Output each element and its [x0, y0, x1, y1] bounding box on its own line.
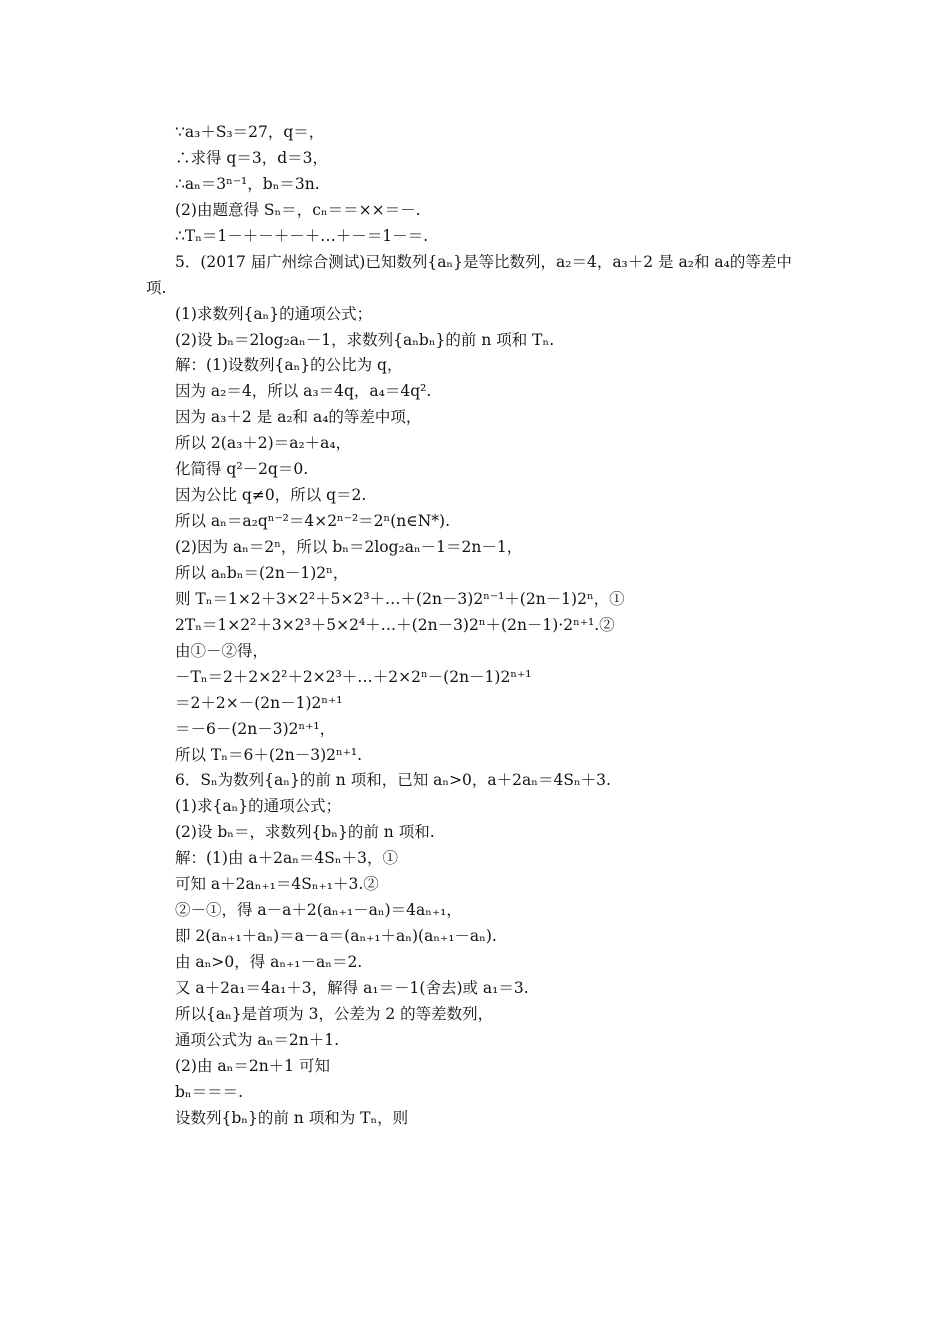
text-line: 所以 aₙ＝a₂qⁿ⁻²＝4×2ⁿ⁻²＝2ⁿ(n∈N*). — [175, 512, 451, 531]
problem-6-stem: (1)求{aₙ}的通项公式； — [175, 797, 342, 816]
text-line: 则 Tₙ＝1×2＋3×2²＋5×2³＋…＋(2n－3)2ⁿ⁻¹＋(2n－1)2ⁿ，① — [175, 589, 625, 608]
text-line: 所以 aₙbₙ＝(2n－1)2ⁿ， — [175, 563, 349, 582]
solution-start: 解：(1)设数列{aₙ}的公比为 q， — [175, 356, 403, 375]
text-line: 设数列{bₙ}的前 n 项和为 Tₙ，则 — [175, 1108, 409, 1127]
text-line: 6．Sₙ为数列{aₙ}的前 n 项和，已知 aₙ>0，a＋2aₙ＝4Sₙ＋3. — [175, 771, 611, 790]
text-line: (2)由 aₙ＝2n＋1 可知 — [175, 1056, 330, 1075]
text-line: 所以 Tₙ＝6＋(2n－3)2ⁿ⁺¹. — [175, 745, 363, 764]
text-line: 化简得 q²－2q＝0. — [175, 460, 309, 479]
text-line — [146, 1132, 818, 1158]
text-line: 解：(1)由 a＋2aₙ＝4Sₙ＋3，① — [175, 849, 398, 868]
text-line: 因为公比 q≠0，所以 q＝2. — [175, 486, 367, 505]
problem-5-stem-continued: 项. — [146, 278, 167, 297]
text-line: (2)设 bₙ＝，求数列{bₙ}的前 n 项和. — [175, 823, 435, 842]
text-line: 因为 a₂＝4，所以 a₃＝4q，a₄＝4q². — [175, 382, 432, 401]
text-line: 又 a＋2a₁＝4a₁＋3，解得 a₁＝－1(舍去)或 a₁＝3. — [175, 978, 529, 997]
text-line: bₙ＝＝＝. — [175, 1082, 244, 1101]
problem-5-stem: 5．(2017 届广州综合测试)已知数列{aₙ}是等比数列，a₂＝4，a₃＋2 是 a₂和 a₄的等差中 — [175, 252, 792, 271]
text-line: (2)设 bₙ＝2log₂aₙ－1，求数列{aₙbₙ}的前 n 项和 Tₙ. — [175, 330, 555, 349]
text-line: (2)由题意得 Sₙ＝，cₙ＝＝××＝－. — [175, 200, 421, 219]
text-line: 2Tₙ＝1×2²＋3×2³＋5×2⁴＋…＋(2n－3)2ⁿ＋(2n－1)·2ⁿ⁺¹.② — [175, 615, 615, 634]
text-line: ＝－6－(2n－3)2ⁿ⁺¹， — [175, 719, 336, 738]
text-line: 由①－②得， — [175, 641, 269, 660]
text-line: 所以{aₙ}是首项为 3，公差为 2 的等差数列， — [175, 1004, 494, 1023]
document-body — [146, 120, 818, 1158]
text-line: 通项公式为 aₙ＝2n＋1. — [175, 1030, 340, 1049]
text-line: (2)因为 aₙ＝2ⁿ，所以 bₙ＝2log₂aₙ－1＝2n－1， — [175, 538, 523, 556]
text-line: ②－①，得 a－a＋2(aₙ₊₁－aₙ)＝4aₙ₊₁， — [175, 901, 462, 920]
text-line: ∴求得 q＝3，d＝3， — [175, 148, 328, 167]
text-line: 所以 2(a₃＋2)＝a₂＋a₄， — [175, 434, 352, 453]
text-line: 因为 a₃＋2 是 a₂和 a₄的等差中项， — [175, 408, 422, 427]
text-line: －Tₙ＝2＋2×2²＋2×2³＋…＋2×2ⁿ－(2n－1)2ⁿ⁺¹ — [175, 667, 532, 686]
text-line: ＝2＋2×－(2n－1)2ⁿ⁺¹ — [175, 693, 343, 712]
text-line: ∵a₃＋S₃＝27，q＝， — [175, 123, 325, 141]
text-line: ∴Tₙ＝1－＋－＋－＋…＋－＝1－＝. — [175, 226, 429, 245]
text-line: 即 2(aₙ₊₁＋aₙ)＝a－a＝(aₙ₊₁＋aₙ)(aₙ₊₁－aₙ). — [175, 927, 497, 946]
solution-start: 可知 a＋2aₙ₊₁＝4Sₙ₊₁＋3.② — [175, 875, 379, 894]
text-line: (1)求数列{aₙ}的通项公式； — [175, 304, 373, 323]
text-line: 由 aₙ>0，得 aₙ₊₁－aₙ＝2. — [175, 953, 363, 971]
text-line: ∴aₙ＝3ⁿ⁻¹，bₙ＝3n. — [175, 174, 320, 193]
